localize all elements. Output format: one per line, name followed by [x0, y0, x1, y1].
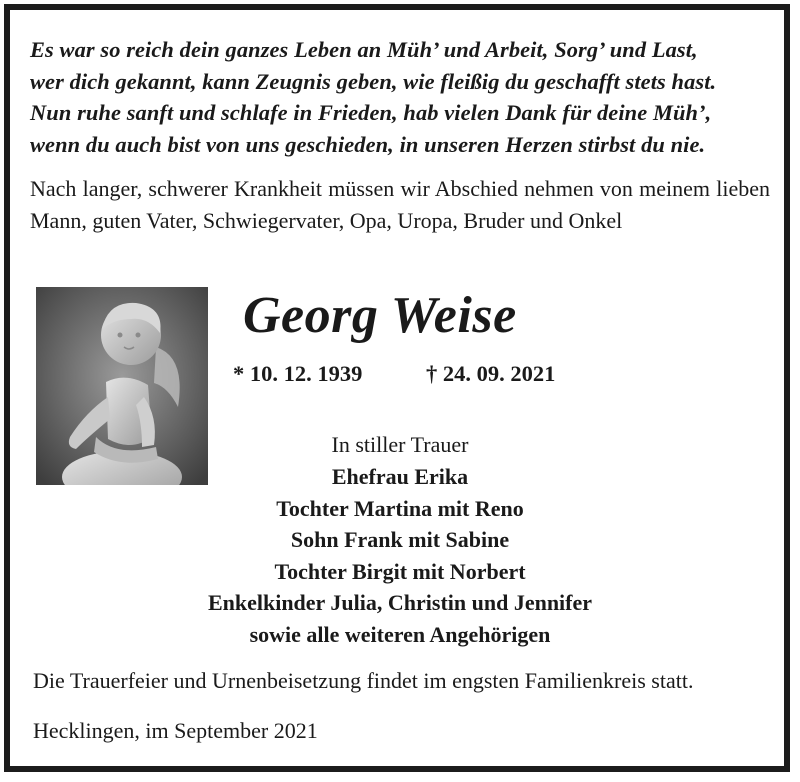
life-dates [233, 359, 556, 389]
funeral-notice: Die Trauerfeier und Urnenbeisetzung findet im engsten Familienkreis statt. [33, 668, 694, 693]
death-date: † 24. 09. 2021 [426, 361, 556, 386]
mourner-line: Ehefrau Erika [331, 464, 469, 489]
poem-line: Es war so reich dein ganzes Leben an Müh’ und Arbeit, Sorg’ und Last, [30, 37, 698, 62]
poem-line: wenn du auch bist von uns geschieden, in unseren Herzen stirbst du nie. [30, 131, 706, 157]
mourner-line: Tochter Birgit mit Norbert [274, 558, 526, 584]
poem [30, 34, 770, 160]
mourners-block [100, 429, 700, 650]
mourner-line: sowie alle weiteren Angehörigen [249, 621, 551, 647]
mourning-heading: In stiller Trauer [331, 432, 469, 457]
mourner-line: Enkelkinder Julia, Christin und Jennifer [207, 590, 593, 615]
intro-text: Nach langer, schwerer Krankheit müssen wir Abschied nehmen von meinem lieben Mann, guten Vater, Schwiegervater, Opa, Uropa, Bruder und Onkel [30, 176, 770, 233]
mourner-line: Tochter Martina mit Reno [276, 495, 524, 521]
place-date: Hecklingen, im September 2021 [33, 718, 318, 743]
deceased-name: Georg Weise [243, 287, 517, 344]
birth-date: * 10. 12. 1939 [233, 361, 363, 386]
poem-line: wer dich gekannt, kann Zeugnis geben, wie fleißig du geschafft stets hast. [30, 68, 717, 94]
mourner-line: Sohn Frank mit Sabine [290, 527, 510, 552]
poem-line: Nun ruhe sanft und schlafe in Frieden, hab vielen Dank für deine Müh’, [30, 100, 712, 125]
